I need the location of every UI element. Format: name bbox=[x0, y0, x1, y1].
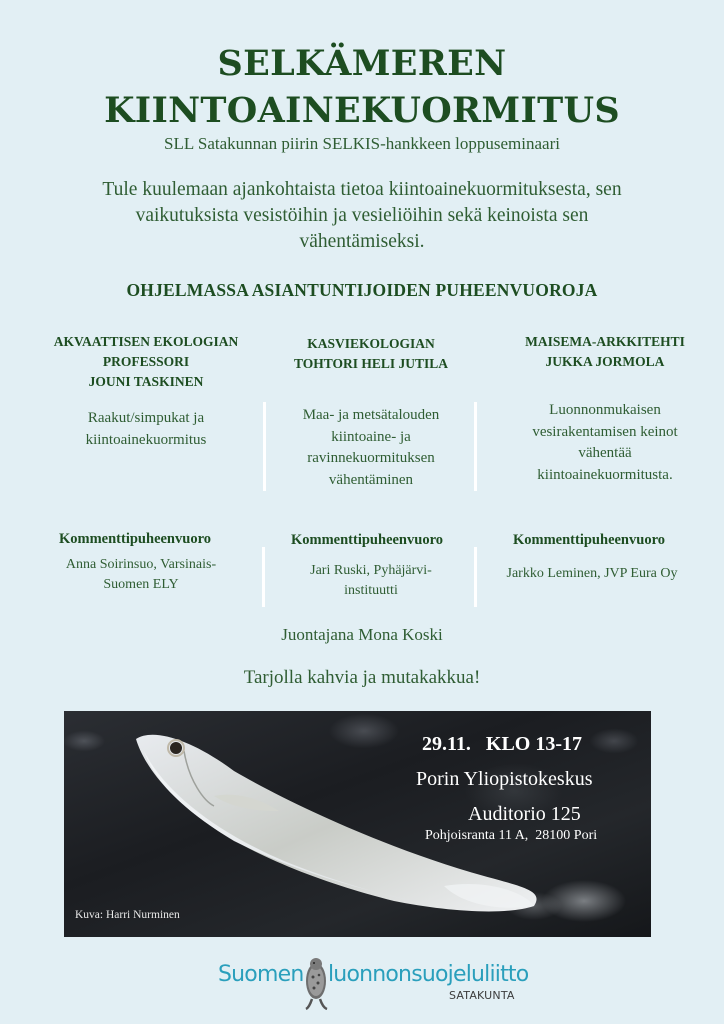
comment-3-label: Kommenttipuheenvuoro bbox=[513, 532, 665, 548]
speaker-1-title: AKVAATTISEN EKOLOGIAN PROFESSORI JOUNI TASKINEN bbox=[53, 334, 239, 389]
organization-logo bbox=[216, 955, 529, 1013]
column-divider bbox=[262, 547, 265, 607]
refreshments-text: Tarjolla kahvia ja mutakakkua! bbox=[243, 667, 481, 688]
speaker-2-title: KASVIEKOLOGIAN TOHTORI HELI JUTILA bbox=[293, 336, 449, 371]
speaker-2-topic: Maa- ja metsätalouden kiintoaine- ja ravinnekuormituksen vähentäminen bbox=[302, 407, 440, 488]
logo-word-luonnonsuojeluliitto: luonnonsuojeluliitto bbox=[328, 962, 529, 987]
speaker-3-title: MAISEMA-ARKKITEHTI JUKKA JORMOLA bbox=[525, 334, 685, 369]
comment-2-label: Kommenttipuheenvuoro bbox=[291, 532, 443, 548]
fish-photo bbox=[64, 711, 651, 937]
intro-text: Tule kuulemaan ajankohtaista tietoa kiintoainekuormituksesta, sen vaikutuksista vesistöihin ja vesieliöihin sekä keinoista sen vähentämiseksi. bbox=[102, 179, 622, 252]
seal-icon bbox=[302, 955, 330, 1010]
logo-word-suomen: Suomen bbox=[218, 962, 304, 987]
event-place: Porin Yliopistokeskus bbox=[416, 768, 593, 790]
comment-3-name: Jarkko Leminen, JVP Eura Oy bbox=[506, 566, 678, 581]
speaker-3-topic: Luonnonmukaisen vesirakentamisen keinot vähentää kiintoainekuormitusta. bbox=[532, 402, 678, 483]
event-date-time: 29.11. KLO 13-17 bbox=[422, 733, 583, 755]
event-room: Auditorio 125 bbox=[468, 803, 581, 825]
column-divider bbox=[474, 402, 477, 491]
fish-eye bbox=[170, 742, 182, 754]
logo-satakunta: SATAKUNTA bbox=[449, 989, 515, 1002]
speaker-1-topic: Raakut/simpukat ja kiintoainekuormitus bbox=[85, 410, 207, 448]
title-line-1: SELKÄMEREN bbox=[217, 43, 507, 84]
program-heading: OHJELMASSA ASIANTUNTIJOIDEN PUHEENVUOROJA bbox=[126, 280, 598, 300]
host-text: Juontajana Mona Koski bbox=[281, 625, 443, 644]
comment-1-label: Kommenttipuheenvuoro bbox=[59, 531, 211, 547]
comment-1-name: Anna Soirinsuo, Varsinais- Suomen ELY bbox=[65, 557, 217, 592]
event-address: Pohjoisranta 11 A, 28100 Pori bbox=[425, 828, 598, 843]
title-line-2: KIINTOAINEKUORMITUS bbox=[104, 90, 620, 131]
subtitle: SLL Satakunnan piirin SELKIS-hankkeen loppuseminaari bbox=[164, 134, 560, 153]
photo-credit: Kuva: Harri Nurminen bbox=[75, 909, 180, 921]
column-divider bbox=[263, 402, 266, 491]
comment-2-name: Jari Ruski, Pyhäjärvi- instituutti bbox=[310, 563, 432, 598]
